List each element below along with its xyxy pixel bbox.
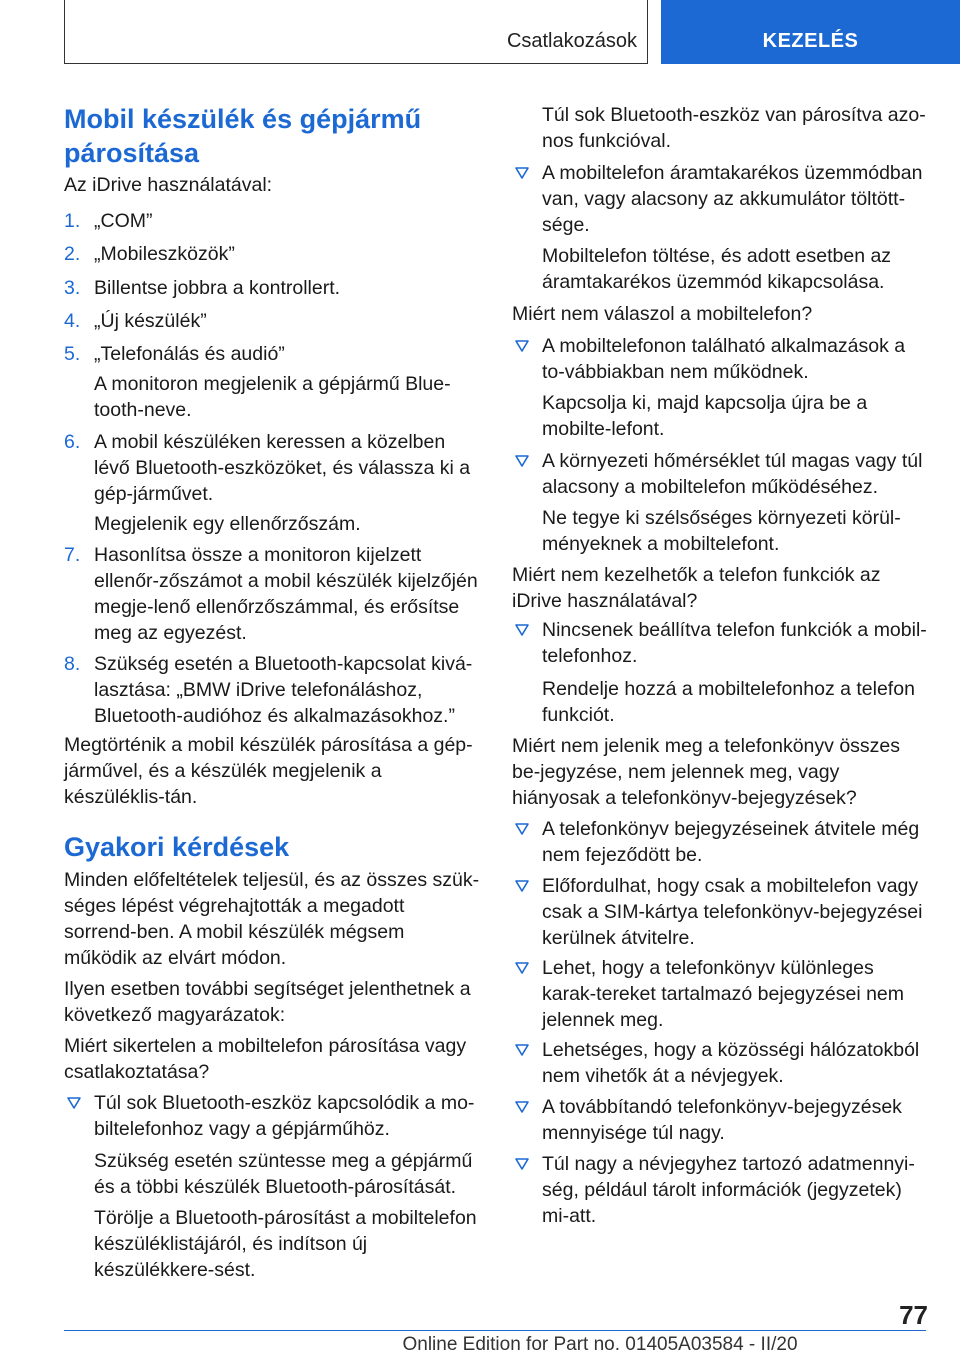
header-chapter-tab bbox=[661, 0, 960, 64]
step-item bbox=[64, 308, 482, 334]
step-number: 1. bbox=[64, 210, 81, 232]
footer-divider bbox=[64, 1330, 926, 1331]
triangle-bullet-icon bbox=[514, 454, 530, 468]
step-number: 3. bbox=[64, 277, 81, 299]
bullet-text: A mobiltelefonon található alkalmazások a to-vábbiakban nem működnek. bbox=[542, 335, 906, 383]
triangle-bullet-icon bbox=[514, 623, 530, 637]
step-number: 7. bbox=[64, 544, 81, 566]
bullet-note: Ne tegye ki szélsőséges környezeti körül-ményeknek a mobiltelefont. bbox=[542, 507, 901, 555]
triangle-bullet-icon bbox=[514, 339, 530, 353]
bullet-text: Nincsenek beállítva telefon funkciók a mobil-telefonhoz. bbox=[542, 619, 927, 667]
pairing-heading: Mobil készülék és gépjármű párosítása bbox=[64, 104, 422, 168]
triangle-bullet-icon bbox=[66, 1096, 82, 1110]
bullet-text: Túl nagy a névjegyhez tartozó adatmennyi-ség, például tárolt információk (jegyzetek) mi-att. bbox=[542, 1153, 915, 1227]
chapter-title: KEZELÉS bbox=[762, 30, 859, 52]
bullet-note: Törölje a Bluetooth-párosítást a mobiltelefon készüléklistájáról, és indítson új készülékkere-sést. bbox=[94, 1207, 477, 1281]
bullet-item bbox=[512, 160, 930, 238]
bullet-text: A mobiltelefon áramtakarékos üzemmódban van, vagy alacsony az akkumulátor töltött-sége. bbox=[542, 162, 923, 236]
bullet-item bbox=[512, 955, 930, 1033]
page-number: 77 bbox=[899, 1300, 928, 1330]
step-note: Megjelenik egy ellenőrzőszám. bbox=[94, 513, 361, 535]
step-item bbox=[64, 275, 482, 301]
bullet-text: A telefonkönyv bejegyzéseinek átvitele még nem fejeződött be. bbox=[542, 818, 920, 866]
result-text: Megtörténik a mobil készülék párosítása a gép-járművel, és a készülék megjelenik a készüléklis-tán. bbox=[64, 734, 473, 808]
step-number: 4. bbox=[64, 310, 81, 332]
step-number: 6. bbox=[64, 431, 81, 453]
step-item bbox=[64, 241, 482, 267]
triangle-bullet-icon bbox=[514, 822, 530, 836]
step-text: Szükség esetén a Bluetooth-kapcsolat kivá-lasztása: „BMW iDrive telefonáláshoz, Bluetooth-audióhoz és alkalmazásokhoz.” bbox=[94, 653, 473, 727]
question-text: Miért nem kezelhetők a telefon funkciók az iDrive használatával? bbox=[512, 564, 881, 612]
bullet-text: Túl sok Bluetooth-eszköz kapcsolódik a mo-biltelefonhoz vagy a gépjárműhöz. bbox=[94, 1092, 475, 1140]
step-text: A mobil készüléken keressen a közelben lévő Bluetooth-eszközöket, és válassza ki a gép-járművet. bbox=[94, 431, 471, 505]
section-title: Csatlakozások bbox=[506, 30, 637, 52]
question-text: Miért sikertelen a mobiltelefon párosítása vagy csatlakoztatása? bbox=[64, 1035, 467, 1083]
step-text: Hasonlítsa össze a monitoron kijelzett ellenőr-zőszámot a mobil készülék kijelzőjén megje-lenő ellenőrzőszámmal, és erősítse meg az egyezést. bbox=[94, 544, 478, 644]
bullet-text: Lehet, hogy a telefonkönyv különleges karak-tereket tartalmazó bejegyzései nem jelennek meg. bbox=[542, 957, 904, 1031]
bullet-text: A továbbítandó telefonkönyv-bejegyzések mennyisége túl nagy. bbox=[542, 1096, 902, 1144]
step-item bbox=[64, 429, 482, 507]
intro-text: Az iDrive használatával: bbox=[64, 174, 273, 196]
header-section-box bbox=[64, 0, 648, 64]
step-number: 2. bbox=[64, 243, 81, 265]
bullet-note: Mobiltelefon töltése, és adott esetben az áramtakarékos üzemmód kikapcsolása. bbox=[542, 245, 892, 293]
faq-intro-2: Ilyen esetben további segítséget jelenthetnek a következő magyarázatok: bbox=[64, 978, 471, 1026]
step-item bbox=[64, 542, 482, 646]
step-item bbox=[64, 651, 482, 729]
step-text: „Mobileszközök” bbox=[94, 243, 235, 265]
bullet-note: Kapcsolja ki, majd kapcsolja újra be a mobilte-lefont. bbox=[542, 392, 868, 440]
faq-intro: Minden előfeltételek teljesül, és az összes szük-séges lépést végrehajtották a megadott sorrend-ben. A mobil készülék mégsem működik az elvárt módon. bbox=[64, 869, 480, 969]
step-note: A monitoron megjelenik a gépjármű Blue-tooth-neve. bbox=[94, 373, 451, 421]
edition-footer: Online Edition for Part no. 01405A03584 - II/20 bbox=[402, 1334, 798, 1355]
triangle-bullet-icon bbox=[514, 1100, 530, 1114]
bullet-text: Lehetséges, hogy a közösségi hálózatokból nem vihetők át a névjegyek. bbox=[542, 1039, 920, 1087]
triangle-bullet-icon bbox=[514, 879, 530, 893]
step-number: 5. bbox=[64, 343, 81, 365]
triangle-bullet-icon bbox=[514, 961, 530, 975]
triangle-bullet-icon bbox=[514, 1043, 530, 1057]
step-number: 8. bbox=[64, 653, 81, 675]
question-text: Miért nem jelenik meg a telefonkönyv összes be-jegyzése, nem jelennek meg, vagy hiányosak a telefonkönyv-bejegyzések? bbox=[512, 735, 901, 809]
bullet-item bbox=[512, 617, 930, 669]
bullet-item bbox=[512, 1037, 930, 1089]
triangle-bullet-icon bbox=[514, 166, 530, 180]
bullet-note: Szükség esetén szüntesse meg a gépjármű és a többi készülék Bluetooth-párosítását. bbox=[94, 1150, 473, 1198]
faq-heading: Gyakori kérdések bbox=[64, 832, 290, 862]
step-item bbox=[64, 341, 482, 367]
step-text: „Új készülék” bbox=[94, 310, 207, 332]
bullet-text: Előfordulhat, hogy csak a mobiltelefon vagy csak a SIM-kártya telefonkönyv-bejegyzései kerülnek átvitelre. bbox=[542, 875, 923, 949]
step-item bbox=[64, 208, 482, 234]
bullet-item bbox=[512, 1094, 930, 1146]
bullet-item bbox=[64, 1090, 482, 1142]
step-text: „COM” bbox=[94, 210, 153, 232]
bullet-text: A környezeti hőmérséklet túl magas vagy túl alacsony a mobiltelefon működéséhez. bbox=[542, 450, 923, 498]
bullet-item bbox=[512, 1151, 930, 1229]
bullet-note: Rendelje hozzá a mobiltelefonhoz a telefon funkciót. bbox=[542, 678, 915, 726]
step-text: „Telefonálás és audió” bbox=[94, 343, 285, 365]
bullet-note: Túl sok Bluetooth-eszköz van párosítva azo-nos funkcióval. bbox=[542, 104, 926, 152]
question-text: Miért nem válaszol a mobiltelefon? bbox=[512, 303, 813, 325]
bullet-item bbox=[512, 448, 930, 500]
bullet-item bbox=[512, 816, 930, 868]
triangle-bullet-icon bbox=[514, 1157, 530, 1171]
bullet-item bbox=[512, 873, 930, 951]
step-text: Billentse jobbra a kontrollert. bbox=[94, 277, 341, 299]
bullet-item bbox=[512, 333, 930, 385]
